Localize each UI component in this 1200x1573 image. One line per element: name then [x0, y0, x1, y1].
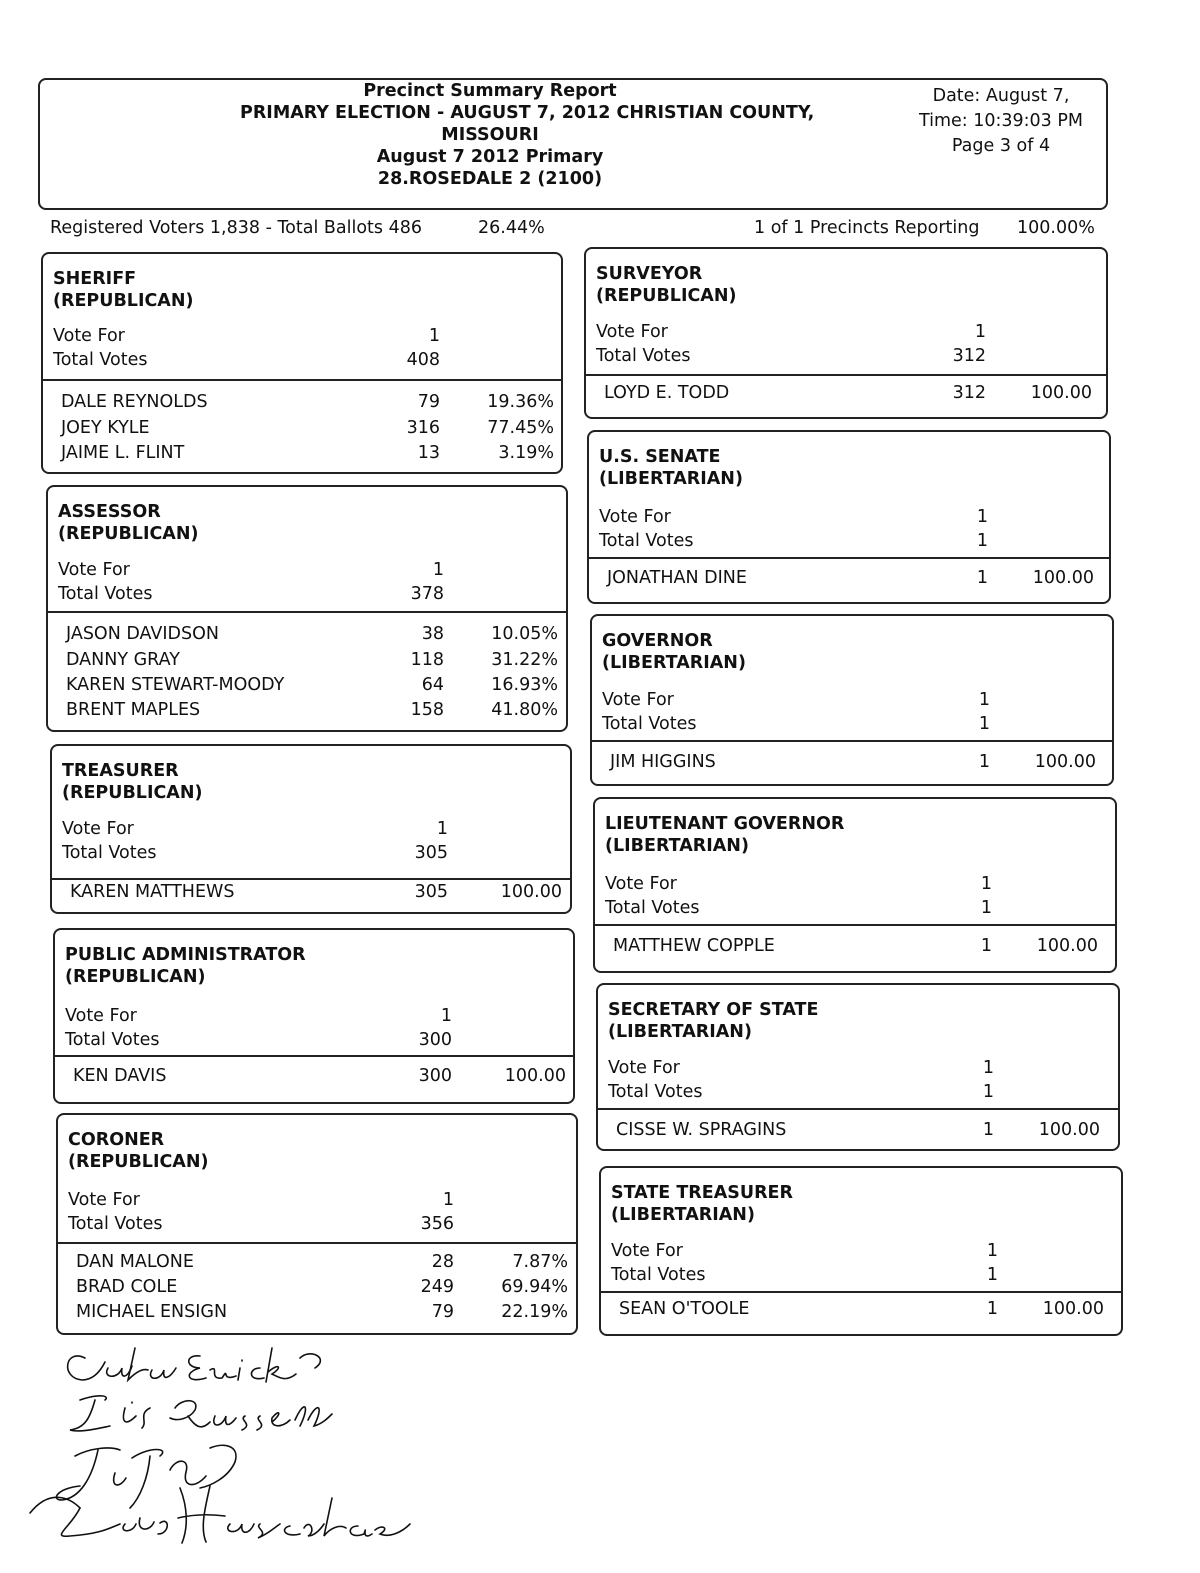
vote-for-label: Vote For: [602, 690, 674, 710]
candidate-percent: 41.80%: [491, 700, 558, 720]
candidate-votes: 1: [980, 936, 992, 956]
divider: [43, 379, 561, 381]
vote-for-value: 1: [974, 322, 986, 342]
divider: [48, 611, 566, 613]
race-title: [611, 1182, 793, 1226]
candidate-row: [58, 1277, 576, 1302]
race-title: [605, 813, 844, 857]
candidate-percent: 10.05%: [491, 624, 558, 644]
candidate-row: [55, 1066, 573, 1091]
office-name: SHERIFF: [53, 269, 137, 289]
candidate-row: [52, 882, 570, 907]
party-name: (LIBERTARIAN): [605, 836, 749, 856]
party-name: (REPUBLICAN): [65, 967, 206, 987]
election-state: MISSOURI: [441, 125, 539, 145]
vote-for-label: Vote For: [608, 1058, 680, 1078]
candidate-votes: 118: [410, 650, 444, 670]
divider: [58, 1242, 576, 1244]
vote-for-value: 1: [976, 507, 988, 527]
divider: [595, 924, 1115, 926]
candidate-row: [58, 1252, 576, 1277]
total-votes-label: Total Votes: [53, 350, 148, 370]
total-votes-value: 305: [414, 843, 448, 863]
candidate-name: KAREN STEWART-MOODY: [66, 675, 285, 695]
page-number: Page 3 of 4: [951, 136, 1051, 156]
candidate-name: JOEY KYLE: [61, 418, 150, 438]
candidate-row: [43, 443, 561, 468]
party-name: (REPUBLICAN): [596, 286, 737, 306]
turnout-percent: 26.44%: [478, 218, 545, 238]
candidate-votes: 38: [421, 624, 444, 644]
candidate-votes: 305: [414, 882, 448, 902]
divider: [598, 1108, 1118, 1110]
candidate-name: CISSE W. SPRAGINS: [616, 1120, 787, 1140]
report-date: Date: August 7,: [932, 86, 1070, 106]
total-votes-label: Total Votes: [602, 714, 697, 734]
candidate-row: [43, 392, 561, 417]
candidate-percent: 100.00: [1034, 752, 1096, 772]
vote-for-value: 1: [980, 874, 992, 894]
election-date: August 7 2012 Primary: [376, 147, 604, 167]
candidate-name: JIM HIGGINS: [610, 752, 716, 772]
race-box-u-s-senate: [587, 430, 1111, 604]
candidate-percent: 7.87%: [512, 1252, 568, 1272]
candidate-name: JAIME L. FLINT: [61, 443, 185, 463]
vote-for-label: Vote For: [62, 819, 134, 839]
total-votes-label: Total Votes: [608, 1082, 703, 1102]
total-votes-label: Total Votes: [596, 346, 691, 366]
candidate-row: [589, 568, 1109, 593]
candidate-votes: 312: [952, 383, 986, 403]
party-name: (REPUBLICAN): [62, 783, 203, 803]
vote-for-label: Vote For: [605, 874, 677, 894]
candidate-row: [601, 1299, 1121, 1324]
party-name: (REPUBLICAN): [53, 291, 194, 311]
report-time: Time: 10:39:03 PM: [918, 111, 1084, 131]
candidate-percent: 100.00: [1032, 568, 1094, 588]
candidate-row: [598, 1120, 1118, 1145]
candidate-name: KEN DAVIS: [73, 1066, 167, 1086]
race-title: [53, 268, 194, 312]
precincts-reporting-percent: 100.00%: [1017, 218, 1095, 238]
candidate-name: DALE REYNOLDS: [61, 392, 208, 412]
election-name: PRIMARY ELECTION - AUGUST 7, 2012 CHRISTIAN COUNTY,: [240, 103, 815, 123]
candidate-row: [48, 624, 566, 649]
candidate-name: DAN MALONE: [76, 1252, 194, 1272]
candidate-votes: 1: [976, 568, 988, 588]
total-votes-value: 312: [952, 346, 986, 366]
divider: [601, 1291, 1121, 1293]
race-title: [599, 446, 743, 490]
party-name: (LIBERTARIAN): [602, 653, 746, 673]
signatures-image: [10, 1338, 430, 1563]
candidate-name: JONATHAN DINE: [607, 568, 747, 588]
total-votes-label: Total Votes: [65, 1030, 160, 1050]
office-name: PUBLIC ADMINISTRATOR: [65, 945, 306, 965]
total-votes-value: 1: [986, 1265, 998, 1285]
candidate-name: BRENT MAPLES: [66, 700, 201, 720]
candidate-row: [586, 383, 1106, 408]
candidate-name: LOYD E. TODD: [604, 383, 730, 403]
candidate-percent: 100.00: [1030, 383, 1092, 403]
candidate-row: [48, 700, 566, 725]
race-box-sheriff: [41, 252, 563, 474]
candidate-percent: 100.00: [1042, 1299, 1104, 1319]
vote-for-value: 1: [442, 1190, 454, 1210]
report-header: [38, 78, 1108, 210]
total-votes-label: Total Votes: [611, 1265, 706, 1285]
race-title: [68, 1129, 209, 1173]
total-votes-value: 356: [420, 1214, 454, 1234]
candidate-name: KAREN MATTHEWS: [70, 882, 235, 902]
total-votes-label: Total Votes: [68, 1214, 163, 1234]
office-name: TREASURER: [62, 761, 179, 781]
party-name: (LIBERTARIAN): [608, 1022, 752, 1042]
race-title: [65, 944, 306, 988]
candidate-votes: 64: [421, 675, 444, 695]
candidate-percent: 22.19%: [501, 1302, 568, 1322]
candidate-percent: 19.36%: [487, 392, 554, 412]
office-name: ASSESSOR: [58, 502, 161, 522]
office-name: GOVERNOR: [602, 631, 713, 651]
total-votes-value: 1: [980, 898, 992, 918]
candidate-votes: 28: [431, 1252, 454, 1272]
office-name: SECRETARY OF STATE: [608, 1000, 819, 1020]
vote-for-label: Vote For: [599, 507, 671, 527]
divider: [586, 374, 1106, 376]
vote-for-label: Vote For: [58, 560, 130, 580]
candidate-row: [43, 418, 561, 443]
total-votes-value: 378: [410, 584, 444, 604]
total-votes-value: 1: [978, 714, 990, 734]
race-title: [602, 630, 746, 674]
race-box-governor: [590, 614, 1114, 786]
registered-voters: Registered Voters 1,838 - Total Ballots 486: [50, 218, 423, 238]
candidate-votes: 13: [417, 443, 440, 463]
vote-for-value: 1: [440, 1006, 452, 1026]
divider: [589, 557, 1109, 559]
divider: [55, 1055, 573, 1057]
office-name: U.S. SENATE: [599, 447, 721, 467]
vote-for-label: Vote For: [596, 322, 668, 342]
report-meta: [906, 84, 1096, 159]
party-name: (REPUBLICAN): [68, 1152, 209, 1172]
candidate-votes: 79: [417, 392, 440, 412]
candidate-row: [48, 650, 566, 675]
precinct-name: 28.ROSEDALE 2 (2100): [377, 169, 603, 189]
office-name: SURVEYOR: [596, 264, 703, 284]
race-box-surveyor: [584, 247, 1108, 419]
candidate-percent: 31.22%: [491, 650, 558, 670]
candidate-name: SEAN O'TOOLE: [619, 1299, 750, 1319]
race-box-coroner: [56, 1113, 578, 1335]
candidate-name: DANNY GRAY: [66, 650, 180, 670]
party-name: (LIBERTARIAN): [611, 1205, 755, 1225]
race-title: [608, 999, 818, 1043]
race-box-secretary-of-state: [596, 983, 1120, 1151]
report-title-block: [240, 80, 815, 190]
candidate-percent: 100.00: [500, 882, 562, 902]
race-title: [62, 760, 203, 804]
vote-for-label: Vote For: [68, 1190, 140, 1210]
party-name: (REPUBLICAN): [58, 524, 199, 544]
candidate-name: MICHAEL ENSIGN: [76, 1302, 228, 1322]
candidate-votes: 1: [978, 752, 990, 772]
vote-for-value: 1: [436, 819, 448, 839]
office-name: STATE TREASURER: [611, 1183, 793, 1203]
total-votes-label: Total Votes: [599, 531, 694, 551]
vote-for-label: Vote For: [65, 1006, 137, 1026]
candidate-votes: 316: [406, 418, 440, 438]
candidate-percent: 16.93%: [491, 675, 558, 695]
vote-for-label: Vote For: [611, 1241, 683, 1261]
race-box-treasurer: [50, 744, 572, 914]
total-votes-value: 408: [406, 350, 440, 370]
vote-for-label: Vote For: [53, 326, 125, 346]
candidate-votes: 1: [986, 1299, 998, 1319]
vote-for-value: 1: [978, 690, 990, 710]
vote-for-value: 1: [428, 326, 440, 346]
candidate-percent: 100.00: [1038, 1120, 1100, 1140]
candidate-name: BRAD COLE: [76, 1277, 178, 1297]
race-box-assessor: [46, 485, 568, 732]
race-title: [58, 501, 199, 545]
candidate-percent: 3.19%: [498, 443, 554, 463]
vote-for-value: 1: [982, 1058, 994, 1078]
total-votes-value: 1: [976, 531, 988, 551]
candidate-row: [592, 752, 1112, 777]
total-votes-value: 300: [418, 1030, 452, 1050]
candidate-votes: 249: [420, 1277, 454, 1297]
candidate-name: MATTHEW COPPLE: [613, 936, 775, 956]
candidate-percent: 69.94%: [501, 1277, 568, 1297]
total-votes-value: 1: [982, 1082, 994, 1102]
race-title: [596, 263, 737, 307]
candidate-name: JASON DAVIDSON: [66, 624, 219, 644]
candidate-row: [595, 936, 1115, 961]
divider: [52, 878, 570, 880]
divider: [592, 740, 1112, 742]
total-votes-label: Total Votes: [62, 843, 157, 863]
office-name: CORONER: [68, 1130, 165, 1150]
candidate-row: [58, 1302, 576, 1327]
office-name: LIEUTENANT GOVERNOR: [605, 814, 845, 834]
candidate-votes: 158: [410, 700, 444, 720]
race-box-public-administrator: [53, 928, 575, 1104]
candidate-votes: 300: [418, 1066, 452, 1086]
precincts-reporting: 1 of 1 Precincts Reporting: [754, 218, 980, 238]
total-votes-label: Total Votes: [58, 584, 153, 604]
candidate-percent: 100.00: [504, 1066, 566, 1086]
report-title: Precinct Summary Report: [363, 81, 617, 101]
candidate-percent: 100.00: [1036, 936, 1098, 956]
candidate-votes: 1: [982, 1120, 994, 1140]
vote-for-value: 1: [432, 560, 444, 580]
total-votes-label: Total Votes: [605, 898, 700, 918]
race-box-state-treasurer: [599, 1166, 1123, 1336]
candidate-votes: 79: [431, 1302, 454, 1322]
candidate-percent: 77.45%: [487, 418, 554, 438]
candidate-row: [48, 675, 566, 700]
party-name: (LIBERTARIAN): [599, 469, 743, 489]
race-box-lieutenant-governor: [593, 797, 1117, 973]
vote-for-value: 1: [986, 1241, 998, 1261]
